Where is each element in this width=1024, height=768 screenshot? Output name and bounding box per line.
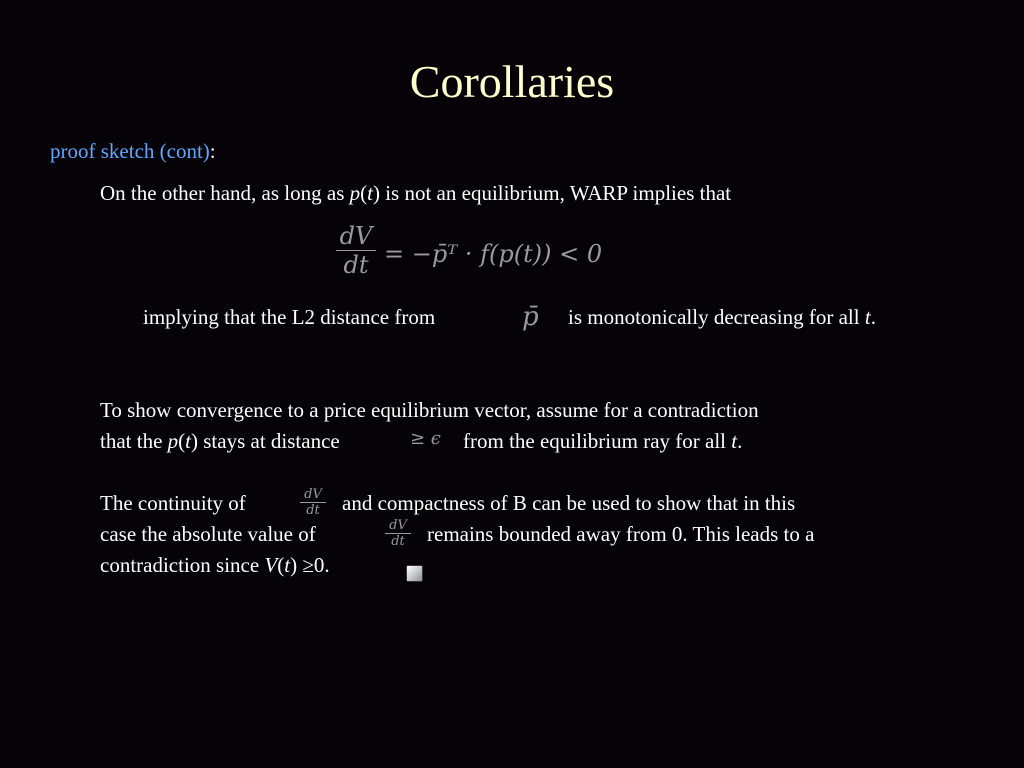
- p1-paren-close: ): [372, 181, 380, 205]
- p4-var-t: t: [284, 553, 291, 577]
- paragraph-3-line-2c: [463, 428, 742, 454]
- paragraph-3-line-2a: [100, 428, 340, 454]
- p3-text-a: that the: [100, 429, 168, 453]
- p3-var-p: p: [167, 429, 179, 453]
- equation-rhs: = −p̄ᵀ · f(p(t)) < 0: [384, 240, 603, 268]
- p4-paren-close: ): [290, 553, 298, 577]
- p3-var-t2: t: [731, 429, 738, 453]
- p1-text-a: On the other hand, as long as: [100, 181, 350, 205]
- p2-period: .: [870, 305, 876, 329]
- dvdt-1-denominator: dt: [306, 503, 320, 518]
- paragraph-2-b: [568, 304, 876, 330]
- section-heading: [50, 138, 216, 164]
- qed-square-icon: [407, 566, 422, 581]
- pbar-symbol: p̄: [522, 302, 539, 332]
- p2-var-t: t: [864, 305, 871, 329]
- p3-text-c: from the equilibrium ray for all: [463, 429, 732, 453]
- dvdt-fraction-2: [385, 518, 411, 549]
- p4-text-a: contradiction since: [100, 553, 265, 577]
- paragraph-3-line-1: To show convergence to a price equilibrium vector, assume for a contradiction: [100, 398, 759, 422]
- p1-var-t: t: [367, 181, 373, 205]
- p4-var-V: V: [264, 553, 278, 577]
- paragraph-4-line-2b: remains bounded away from 0. This leads to a: [427, 522, 815, 546]
- p3-var-t: t: [185, 429, 191, 453]
- p3-paren-open: (: [178, 429, 186, 453]
- equation-denominator: dt: [343, 251, 369, 279]
- p2-text-b: is monotonically decreasing for all: [568, 305, 865, 329]
- equation-numerator: dV: [339, 222, 373, 250]
- slide-title: Corollaries: [409, 56, 615, 107]
- p4-paren-open: (: [277, 553, 285, 577]
- dvdt-fraction-1: [300, 487, 326, 518]
- dvdt-1-numerator: dV: [304, 487, 322, 502]
- p1-var-p: p: [349, 181, 361, 205]
- paragraph-4-line-1a: The continuity of: [100, 491, 246, 515]
- dvdt-2-denominator: dt: [391, 534, 405, 549]
- paragraph-4-line-1b: and compactness of B can be used to show that in this: [342, 491, 796, 515]
- p3-paren-close: ): [191, 429, 198, 453]
- p4-text-b: ≥0.: [297, 553, 330, 577]
- p1-text-b: is not an equilibrium, WARP implies that: [379, 181, 732, 205]
- heading-text: proof sketch (cont): [50, 139, 210, 163]
- p1-paren-open: (: [360, 181, 368, 205]
- p3-period: .: [737, 429, 743, 453]
- paragraph-4-line-2a: case the absolute value of: [100, 522, 316, 546]
- paragraph-4-line-3: [100, 552, 330, 578]
- equation-fraction: [336, 222, 376, 279]
- paragraph-1: [100, 180, 731, 206]
- paragraph-2-a: implying that the L2 distance from: [143, 305, 436, 329]
- geq-epsilon-symbol: ≥ ϵ: [410, 428, 441, 449]
- p3-text-b: stays at distance: [198, 429, 340, 453]
- dvdt-2-numerator: dV: [389, 518, 407, 533]
- heading-colon: :: [209, 139, 216, 163]
